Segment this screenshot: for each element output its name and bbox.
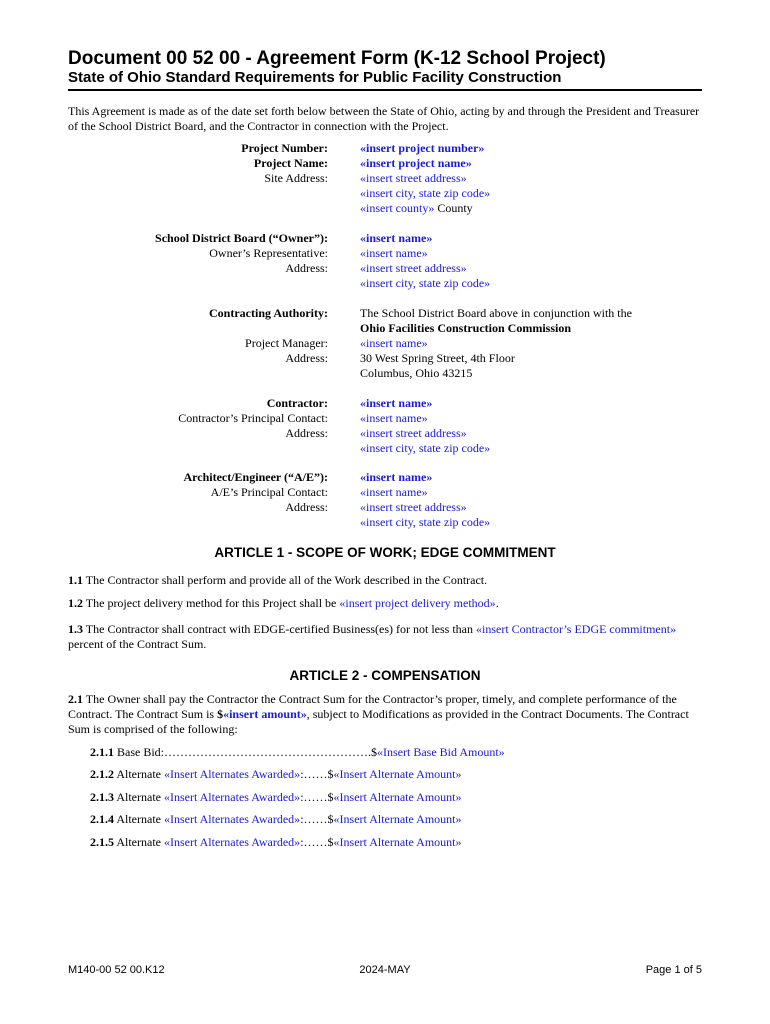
project-number-field[interactable]: «insert project number» — [360, 141, 485, 155]
contractor-label: Contractor: — [266, 396, 328, 410]
item-dollar: $ — [327, 790, 334, 804]
architect-block — [0, 470, 770, 530]
para-text: The Contractor shall contract with EDGE-certified Business(es) for not less than — [83, 622, 477, 636]
item-leader: :…… — [300, 835, 328, 849]
project-name-label: Project Name: — [253, 156, 328, 170]
authority-address-label: Address: — [285, 351, 328, 365]
item-number: 2.1.3 — [90, 790, 114, 804]
base-bid-amount-field[interactable]: «Insert Base Bid Amount» — [377, 745, 505, 759]
document-subtitle: State of Ohio Standard Requirements for Public Facility Construction — [68, 69, 562, 86]
alternate-awarded-field[interactable]: «Insert Alternates Awarded» — [163, 767, 301, 781]
architect-contact-field[interactable]: «insert name» — [360, 485, 428, 499]
site-street-field[interactable]: «insert street address» — [360, 171, 467, 185]
site-city-field[interactable]: «insert city, state zip code» — [360, 186, 491, 200]
contract-amount-field[interactable]: «insert amount» — [223, 707, 307, 721]
item-label: Alternate — [114, 790, 164, 804]
item-leader: ……………………………………………. — [164, 745, 371, 759]
site-address-label: Site Address: — [264, 171, 328, 185]
architect-name-field[interactable]: «insert name» — [360, 470, 433, 484]
para-number: 1.3 — [68, 622, 83, 636]
article1-heading: ARTICLE 1 - SCOPE OF WORK; EDGE COMMITMENT — [214, 545, 556, 560]
paragraph-1-2 — [68, 596, 702, 611]
item-dollar: $ — [327, 835, 334, 849]
item-number: 2.1.5 — [90, 835, 114, 849]
item-number: 2.1.1 — [90, 745, 114, 759]
project-name-field[interactable]: «insert project name» — [360, 156, 472, 170]
paragraph-2-1 — [68, 692, 702, 737]
architect-contact-label: A/E’s Principal Contact: — [210, 485, 328, 499]
alternate-amount-field[interactable]: «Insert Alternate Amount» — [333, 835, 462, 849]
item-number: 2.1.4 — [90, 812, 114, 826]
authority-label: Contracting Authority: — [209, 306, 328, 320]
alternate-amount-field[interactable]: «Insert Alternate Amount» — [333, 812, 462, 826]
paragraph-1-3 — [68, 622, 702, 652]
item-dollar: $ — [327, 812, 334, 826]
edge-commitment-field[interactable]: «insert Contractor’s EDGE commitment» — [476, 622, 677, 636]
contractor-address-label: Address: — [285, 426, 328, 440]
owner-street-field[interactable]: «insert street address» — [360, 261, 467, 275]
project-manager-label: Project Manager: — [245, 336, 328, 350]
footer-page-number: Page 1 of 5 — [645, 964, 702, 976]
owner-block — [0, 231, 770, 291]
item-2-1-4 — [90, 812, 462, 827]
paragraph-1-1 — [68, 573, 702, 588]
contractor-name-field[interactable]: «insert name» — [360, 396, 433, 410]
owner-label: School District Board (“Owner”): — [155, 231, 328, 245]
architect-label: Architect/Engineer (“A/E”): — [183, 470, 328, 484]
alternate-awarded-field[interactable]: «Insert Alternates Awarded» — [163, 790, 301, 804]
alternate-amount-field[interactable]: «Insert Alternate Amount» — [333, 767, 462, 781]
para-text-end: , subject to Modifications as provided in the Contract Documents. The Contract Sum is comprised of the following: — [68, 707, 689, 736]
footer-doc-id: M140-00 52 00.K12 — [68, 964, 165, 976]
contractor-city-field[interactable]: «insert city, state zip code» — [360, 441, 491, 455]
header-rule — [68, 89, 702, 91]
contractor-contact-label: Contractor’s Principal Contact: — [178, 411, 328, 425]
para-text: The project delivery method for this Project shall be — [83, 596, 340, 610]
architect-street-field[interactable]: «insert street address» — [360, 500, 467, 514]
architect-city-field[interactable]: «insert city, state zip code» — [360, 515, 491, 529]
authority-city: Columbus, Ohio 43215 — [360, 366, 473, 380]
item-label: Alternate — [114, 835, 164, 849]
item-label: Alternate — [114, 767, 164, 781]
item-label: Base Bid: — [114, 745, 164, 759]
item-label: Alternate — [114, 812, 164, 826]
item-dollar: $ — [327, 767, 334, 781]
project-manager-field[interactable]: «insert name» — [360, 336, 428, 350]
item-2-1-2 — [90, 767, 462, 782]
authority-line2: Ohio Facilities Construction Commission — [360, 321, 572, 335]
item-2-1-1 — [90, 745, 505, 760]
contractor-contact-field[interactable]: «insert name» — [360, 411, 428, 425]
contractor-street-field[interactable]: «insert street address» — [360, 426, 467, 440]
item-leader: :…… — [300, 790, 328, 804]
alternate-amount-field[interactable]: «Insert Alternate Amount» — [333, 790, 462, 804]
para-number: 1.1 — [68, 573, 83, 587]
document-title: Document 00 52 00 - Agreement Form (K-12 School Project) — [68, 48, 606, 69]
owner-city-field[interactable]: «insert city, state zip code» — [360, 276, 491, 290]
owner-rep-field[interactable]: «insert name» — [360, 246, 428, 260]
para-text: The Contractor shall perform and provide all of the Work described in the Contract. — [83, 573, 488, 587]
owner-name-field[interactable]: «insert name» — [360, 231, 433, 245]
delivery-method-field[interactable]: «insert project delivery method» — [339, 596, 496, 610]
authority-street: 30 West Spring Street, 4th Floor — [360, 351, 515, 365]
footer-date: 2024-MAY — [359, 964, 411, 976]
site-county-line — [360, 201, 473, 216]
para-text-end: . — [495, 596, 499, 610]
project-number-label: Project Number: — [241, 141, 328, 155]
owner-rep-label: Owner’s Representative: — [209, 246, 328, 260]
owner-address-label: Address: — [285, 261, 328, 275]
county-suffix: County — [434, 201, 473, 215]
item-2-1-5 — [90, 835, 462, 850]
item-number: 2.1.2 — [90, 767, 114, 781]
item-dollar: $ — [371, 745, 377, 759]
alternate-awarded-field[interactable]: «Insert Alternates Awarded» — [163, 835, 301, 849]
article2-heading: ARTICLE 2 - COMPENSATION — [289, 668, 481, 683]
para-number: 1.2 — [68, 596, 83, 610]
alternate-awarded-field[interactable]: «Insert Alternates Awarded» — [163, 812, 301, 826]
para-number: 2.1 — [68, 692, 83, 706]
intro-paragraph: This Agreement is made as of the date set forth below between the State of Ohio, acting by and through the President and Treasurer of the School District Board, and the Contractor in connection with the Project. — [68, 104, 700, 133]
architect-address-label: Address: — [285, 500, 328, 514]
para-text-end: percent of the Contract Sum. — [68, 637, 207, 651]
project-block — [0, 141, 770, 216]
contractor-block — [0, 396, 770, 456]
para-text: The Owner shall pay the Contractor the Contract Sum for the Contractor’s proper, timely, and complete performance of the Contract. The Contract Sum is — [68, 692, 677, 721]
amount-dollar-sign: $ — [217, 707, 224, 721]
item-leader: :…… — [300, 767, 328, 781]
item-leader: :…… — [300, 812, 328, 826]
site-county-field[interactable]: «insert county» — [360, 201, 435, 215]
item-2-1-3 — [90, 790, 462, 805]
authority-block — [0, 306, 770, 381]
authority-line1: The School District Board above in conjunction with the — [360, 306, 632, 320]
